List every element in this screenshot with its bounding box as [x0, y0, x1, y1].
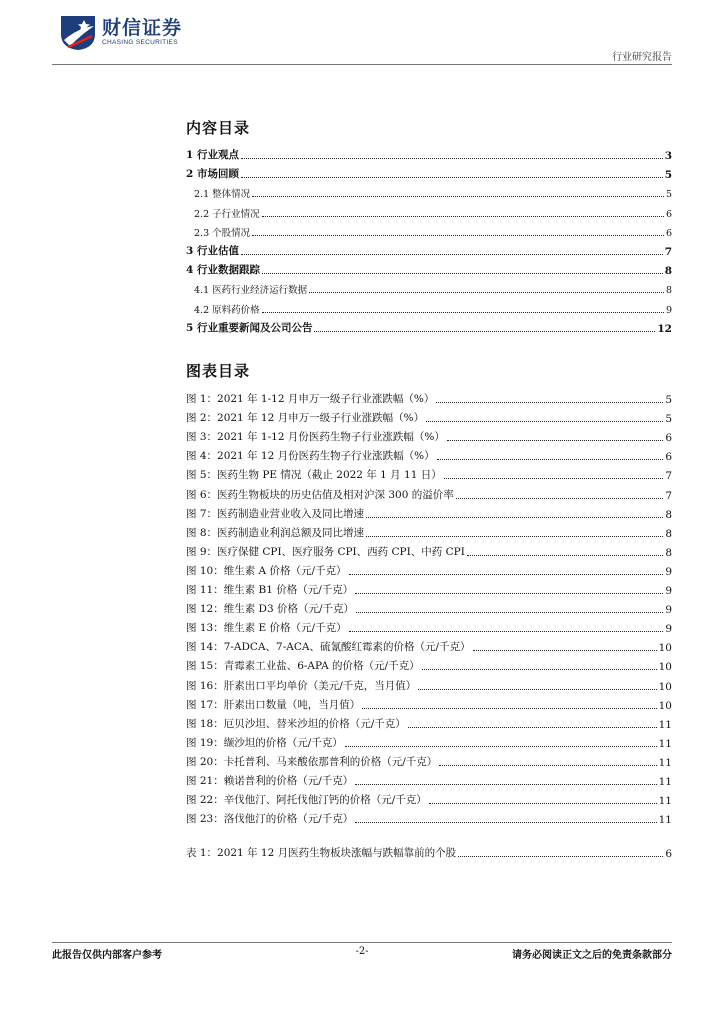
- toc-entry-page: 8: [665, 285, 672, 297]
- footer-divider: [52, 942, 672, 943]
- dot-leader: [362, 708, 656, 709]
- figure-entry-page: 10: [658, 642, 672, 655]
- toc-entry-text: 2.2 子行业情况: [194, 208, 260, 220]
- toc-entry-text: 4.1 医药行业经济运行数据: [194, 285, 308, 297]
- figure-entry-text: 图 2：2021 年 12 月申万一级子行业涨跌幅（%）: [186, 412, 425, 425]
- toc-entry[interactable]: [186, 319, 672, 335]
- toc-entry[interactable]: [194, 280, 672, 296]
- report-type-label: 行业研究报告: [612, 52, 672, 63]
- figure-entry-page: 8: [665, 527, 672, 540]
- figure-entry[interactable]: [186, 466, 672, 482]
- dot-leader: [418, 689, 656, 690]
- toc-entry[interactable]: [186, 146, 672, 162]
- dot-leader: [252, 235, 664, 236]
- figure-entry-text: 图 11：维生素 B1 价格（元/千克）: [186, 584, 354, 596]
- brand-name-cn: 财信证券: [102, 17, 183, 39]
- toc-entry[interactable]: [194, 300, 672, 316]
- figure-entry-text: 图 3：2021 年 1-12 月份医药生物子行业涨跌幅（%）: [186, 431, 445, 444]
- figure-entry-text: 图 4：2021 年 12 月份医药生物子行业涨跌幅（%）: [186, 450, 435, 463]
- dot-leader: [349, 631, 664, 632]
- figure-entry[interactable]: [186, 543, 672, 559]
- figure-entry[interactable]: [186, 486, 672, 502]
- figure-entry-page: 9: [665, 623, 672, 636]
- figure-entry-text: 图 19：缬沙坦的价格（元/千克）: [186, 736, 343, 749]
- dot-leader: [349, 574, 664, 575]
- toc-entry-text: 5 行业重要新闻及公司公告: [186, 321, 313, 334]
- figure-entry-page: 11: [658, 814, 672, 827]
- figure-entry[interactable]: [186, 734, 672, 750]
- figure-entry-text: 图 8：医药制造业利润总额及同比增速: [186, 526, 365, 539]
- figure-entry-text: 图 13：维生素 E 价格（元/千克）: [186, 622, 347, 635]
- footer-notice: 请务必阅读正文之后的免责条款部分: [512, 950, 672, 961]
- dot-leader: [355, 593, 663, 594]
- dot-leader: [456, 498, 664, 499]
- figure-entry-page: 8: [665, 508, 672, 521]
- dot-leader: [262, 312, 664, 313]
- table-entry-text: 表 1：2021 年 12 月医药生物板块涨幅与跌幅靠前的个股: [186, 847, 457, 859]
- toc-entry-text: 2 市场回顾: [186, 168, 239, 181]
- figure-entry[interactable]: [186, 524, 672, 540]
- dot-leader: [356, 612, 663, 613]
- figure-entry-page: 11: [658, 795, 672, 808]
- figure-entry-text: 图 9：医疗保健 CPI、医疗服务 CPI、西药 CPI、中药 CPI: [186, 545, 465, 558]
- figure-entry[interactable]: [186, 619, 672, 635]
- company-logo: [58, 12, 182, 52]
- figure-entry[interactable]: [186, 505, 672, 521]
- figure-entry-page: 11: [658, 756, 672, 769]
- dot-leader: [262, 216, 664, 217]
- figure-entry-text: 图 21：赖诺普利的价格（元/千克）: [186, 775, 354, 787]
- header-divider: [52, 64, 672, 65]
- toc-entry[interactable]: [194, 184, 672, 200]
- toc-entry-page: 3: [664, 150, 672, 162]
- dot-leader: [437, 459, 664, 460]
- figure-entry[interactable]: [186, 772, 672, 788]
- table-entry[interactable]: [186, 844, 672, 860]
- dot-leader: [447, 440, 663, 441]
- toc-entry-page: 5: [665, 189, 672, 201]
- dot-leader: [366, 517, 663, 518]
- figure-entry-page: 10: [658, 699, 672, 712]
- dot-leader: [309, 292, 664, 293]
- dot-leader: [458, 856, 663, 857]
- figure-entry-page: 6: [665, 451, 672, 464]
- toc-entry-text: 4.2 原料药价格: [194, 304, 260, 316]
- dot-leader: [355, 822, 656, 823]
- toc-entry[interactable]: [194, 223, 672, 239]
- figure-entry[interactable]: [186, 581, 672, 597]
- figure-entry-page: 5: [665, 394, 672, 406]
- figure-entry-text: 图 18：厄贝沙坦、替米沙坦的价格（元/千克）: [186, 717, 406, 730]
- toc-entry-text: 4 行业数据跟踪: [186, 264, 260, 277]
- figure-entry[interactable]: [186, 447, 672, 463]
- toc-entry-page: 12: [657, 322, 672, 335]
- figure-entry-text: 图 17：肝素出口数量（吨，当月值）: [186, 698, 361, 711]
- page-number: -2-: [355, 946, 369, 957]
- figure-entry-page: 8: [665, 546, 672, 559]
- toc-entry[interactable]: [194, 204, 672, 220]
- figure-entry-page: 9: [665, 604, 672, 617]
- dot-leader: [436, 402, 663, 403]
- dot-leader: [426, 421, 663, 422]
- toc-entry-text: 2.1 整体情况: [194, 189, 251, 201]
- dot-leader: [408, 727, 657, 728]
- figure-entry[interactable]: [186, 715, 672, 731]
- figure-entry[interactable]: [186, 696, 672, 712]
- figure-entry-page: 9: [665, 565, 672, 578]
- figure-entry-text: 图 1：2021 年 1-12 月申万一级子行业涨跌幅（%）: [186, 393, 435, 405]
- figure-entry[interactable]: [186, 791, 672, 807]
- dot-leader: [252, 196, 664, 197]
- figure-entry-text: 图 5：医药生物 PE 情况（截止 2022 年 1 月 11 日）: [186, 469, 442, 482]
- figure-entry[interactable]: [186, 810, 672, 826]
- figure-entry[interactable]: [186, 390, 672, 406]
- toc-entry-page: 6: [665, 227, 672, 239]
- figure-entry[interactable]: [186, 409, 672, 425]
- dot-leader: [444, 478, 664, 479]
- dot-leader: [355, 784, 656, 785]
- dot-leader: [429, 803, 657, 804]
- figure-entry-page: 11: [658, 737, 672, 750]
- figure-entry-text: 图 14：7-ADCA、7-ACA、硫氰酸红霉素的价格（元/千克）: [186, 641, 471, 654]
- toc-entry-page: 8: [664, 265, 672, 278]
- figure-entry-text: 图 12：维生素 D3 价格（元/千克）: [186, 603, 355, 616]
- toc-entry-text: 1 行业观点: [186, 149, 239, 161]
- figure-entry[interactable]: [186, 638, 672, 654]
- figure-entry-text: 图 7：医药制造业营业收入及同比增速: [186, 507, 365, 520]
- toc-entry-page: 9: [665, 304, 672, 316]
- figure-entry[interactable]: [186, 600, 672, 616]
- figure-entry-page: 10: [658, 661, 672, 674]
- figure-entry-page: 5: [665, 413, 672, 426]
- figure-entry-text: 图 16：肝素出口平均单价（美元/千克，当月值）: [186, 679, 417, 692]
- toc-title: 内容目录: [186, 119, 251, 137]
- figure-entry-page: 7: [665, 470, 672, 483]
- dot-leader: [314, 331, 655, 332]
- dot-leader: [467, 555, 663, 556]
- footer-disclaimer: 此报告仅供内部客户参考: [52, 950, 162, 961]
- figure-entry[interactable]: [186, 562, 672, 578]
- dot-leader: [473, 650, 657, 651]
- dot-leader: [439, 765, 656, 766]
- figure-entry[interactable]: [186, 677, 672, 693]
- figure-entry[interactable]: [186, 657, 672, 673]
- toc-entry-page: 5: [664, 169, 672, 182]
- dot-leader: [345, 746, 657, 747]
- figure-entry[interactable]: [186, 753, 672, 769]
- figure-entry-text: 图 20：卡托普利、马来酸依那普利的价格（元/千克）: [186, 755, 438, 768]
- toc-entry-page: 7: [664, 246, 672, 258]
- figures-title: 图表目录: [186, 362, 251, 380]
- figure-entry-page: 10: [658, 680, 672, 693]
- dot-leader: [366, 536, 663, 537]
- figure-entry-text: 图 22：辛伐他汀、阿托伐他汀钙的价格（元/千克）: [186, 794, 427, 807]
- toc-entry[interactable]: [186, 242, 672, 258]
- toc-entry-text: 2.3 个股情况: [194, 227, 251, 239]
- figure-entry-text: 图 15：青霉素工业盐、6-APA 的价格（元/千克）: [186, 660, 420, 673]
- toc-entry[interactable]: [186, 261, 672, 277]
- figure-entry-text: 图 10：维生素 A 价格（元/千克）: [186, 564, 347, 577]
- dot-leader: [241, 254, 663, 255]
- toc-entry-text: 3 行业估值: [186, 245, 239, 257]
- toc-entry-page: 6: [665, 208, 672, 220]
- figure-entry-text: 图 23：洛伐他汀的价格（元/千克）: [186, 813, 354, 826]
- dot-leader: [422, 669, 657, 670]
- dot-leader: [241, 158, 663, 159]
- figure-entry-page: 7: [665, 489, 672, 502]
- table-entry-page: 6: [665, 848, 672, 860]
- dot-leader: [262, 273, 663, 274]
- figure-entry-page: 6: [665, 432, 672, 445]
- toc-entry[interactable]: [186, 165, 672, 181]
- figure-entry-page: 11: [658, 776, 672, 788]
- figure-entry-text: 图 6：医药生物板块的历史估值及相对沪深 300 的溢价率: [186, 488, 454, 501]
- dot-leader: [241, 177, 663, 178]
- figure-entry[interactable]: [186, 428, 672, 444]
- brand-name-en: CHASING SECURITIES: [102, 39, 178, 46]
- brand-emblem-icon: [58, 12, 98, 52]
- figure-entry-page: 11: [658, 718, 672, 731]
- figure-entry-page: 9: [665, 585, 672, 597]
